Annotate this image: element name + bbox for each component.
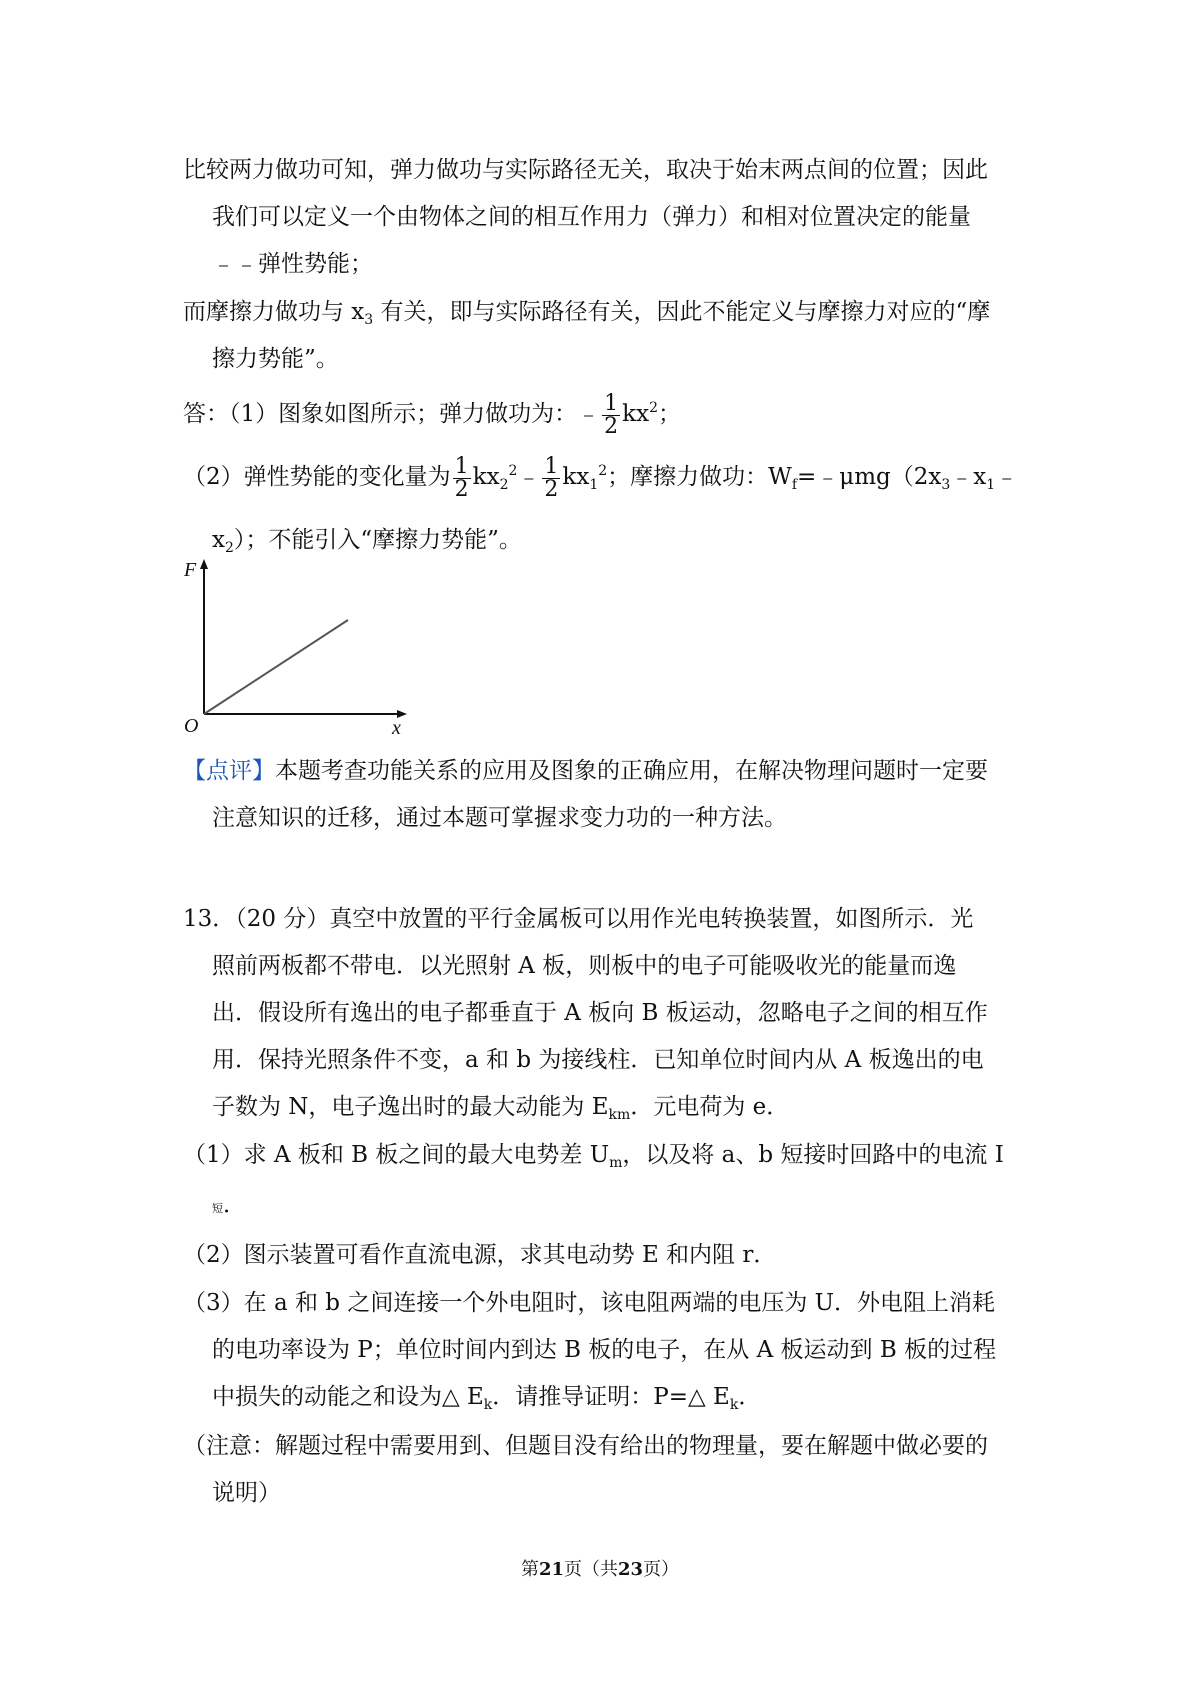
text: ，以及将 a、b 短接时回路中的电流 I [622, 1142, 1004, 1168]
subscript: k [483, 1397, 493, 1413]
comment-line1 [183, 756, 988, 786]
fraction [602, 390, 620, 439]
text: 页（共 [564, 1559, 618, 1580]
comment-tag: 【点评】 [183, 758, 275, 784]
q13-part1 [183, 1140, 1004, 1170]
text: ﹣x [950, 464, 987, 490]
subscript: 2 [224, 540, 234, 556]
solution-para1-line2: 我们可以定义一个由物体之间的相互作用力（弹力）和相对位置决定的能量 [212, 204, 971, 230]
superscript: 2 [649, 400, 658, 416]
text: 而摩擦力做功与 x [183, 299, 365, 325]
text: ﹣ [517, 464, 541, 490]
subscript: 3 [364, 312, 374, 328]
solution-para2-line2: 擦力势能”。 [212, 346, 339, 372]
text: ； [657, 401, 681, 427]
answer-part2-line2 [212, 525, 522, 555]
text: ． [738, 1384, 762, 1410]
subscript: f [791, 477, 797, 493]
subscript-short: 短 [212, 1202, 223, 1215]
q13-part1-line2 [212, 1190, 246, 1224]
force-line [204, 620, 348, 714]
fraction-numerator: 1 [454, 453, 469, 479]
text: =﹣μmg（2x [797, 464, 942, 490]
fraction-denominator: 2 [454, 476, 469, 502]
comment-line2: 注意知识的迁移，通过本题可掌握求变力功的一种方法。 [212, 805, 787, 831]
text: 子数为 N，电子逸出时的最大动能为 E [212, 1094, 609, 1120]
solution-para1-line1: 比较两力做功可知，弹力做功与实际路径无关，取决于始末两点间的位置；因此 [183, 157, 988, 183]
fraction-numerator: 1 [604, 390, 619, 416]
origin-label: O [184, 715, 199, 737]
text: 中损失的动能之和设为△ E [212, 1384, 484, 1410]
text: ；摩擦力做功：W [607, 464, 792, 490]
text: 第 [520, 1559, 539, 1580]
text: ．元电荷为 e． [630, 1094, 790, 1120]
text: x [212, 527, 225, 553]
subscript: 1 [986, 477, 996, 493]
q13-line3: 出．假设所有逸出的电子都垂直于 A 板向 B 板运动，忽略电子之间的相互作 [212, 1000, 988, 1026]
text: 有关，即与实际路径有关，因此不能定义与摩擦力对应的“摩 [373, 299, 991, 325]
text: （1）求 A 板和 B 板之间的最大电势差 U [183, 1142, 610, 1168]
superscript: 2 [508, 463, 518, 479]
answer-part1 [183, 390, 681, 438]
text: ．请推导证明：P=△ E [492, 1384, 730, 1410]
text: kx [622, 401, 650, 427]
y-axis-label: F [184, 559, 197, 581]
fraction-denominator: 2 [544, 476, 559, 502]
text: kx [562, 464, 590, 490]
text: 本题考查功能关系的应用及图象的正确应用，在解决物理问题时一定要 [275, 758, 988, 784]
answer-part2-line1 [183, 453, 1018, 501]
q13-part3-line1: （3）在 a 和 b 之间连接一个外电阻时，该电阻两端的电压为 U．外电阻上消耗 [183, 1290, 996, 1316]
text: kx [472, 464, 500, 490]
fraction-denominator: 2 [604, 413, 619, 439]
page-number: 21 [538, 1559, 564, 1580]
subscript: m [609, 1155, 623, 1171]
x-axis-label: x [392, 717, 401, 737]
subscript: 3 [941, 477, 951, 493]
text: ﹣ [995, 464, 1019, 490]
q13-part2: （2）图示装置可看作直流电源，求其电动势 E 和内阻 r． [183, 1242, 777, 1268]
q13-line2: 照前两板都不带电．以光照射 A 板，则板中的电子可能吸收光的能量而逸 [212, 953, 957, 979]
subscript: 1 [589, 477, 599, 493]
page-total: 23 [618, 1559, 644, 1580]
text: （2）弹性势能的变化量为 [183, 464, 451, 490]
force-displacement-graph [170, 552, 410, 737]
q13-line4: 用．保持光照条件不变，a 和 b 为接线柱．已知单位时间内从 A 板逸出的电 [212, 1047, 984, 1073]
page-footer [0, 1555, 1200, 1581]
text: 页） [643, 1559, 680, 1580]
q13-part3-line2: 的电功率设为 P；单位时间内到达 B 板的电子，在从 A 板运动到 B 板的过程 [212, 1337, 997, 1363]
superscript: 2 [598, 463, 608, 479]
fraction-numerator: 1 [544, 453, 559, 479]
solution-para1-line3: ﹣﹣弹性势能； [212, 251, 373, 277]
subscript: k [729, 1397, 739, 1413]
q13-line1: 13．（20 分）真空中放置的平行金属板可以用作光电转换装置，如图所示．光 [183, 906, 974, 932]
q13-note-line1: （注意：解题过程中需要用到、但题目没有给出的物理量，要在解题中做必要的 [183, 1433, 988, 1459]
text: 答：（1）图象如图所示；弹力做功为：﹣ [183, 401, 601, 427]
text: ． [223, 1192, 246, 1218]
q13-note-line2: 说明） [212, 1480, 281, 1506]
text: ）；不能引入“摩擦力势能”。 [233, 527, 522, 553]
q13-line5 [212, 1092, 789, 1122]
solution-para2-line1 [183, 297, 990, 327]
fraction [542, 453, 560, 502]
q13-part3-line3 [212, 1382, 761, 1412]
fraction [453, 453, 471, 502]
subscript: 2 [499, 477, 509, 493]
subscript: km [608, 1107, 631, 1123]
